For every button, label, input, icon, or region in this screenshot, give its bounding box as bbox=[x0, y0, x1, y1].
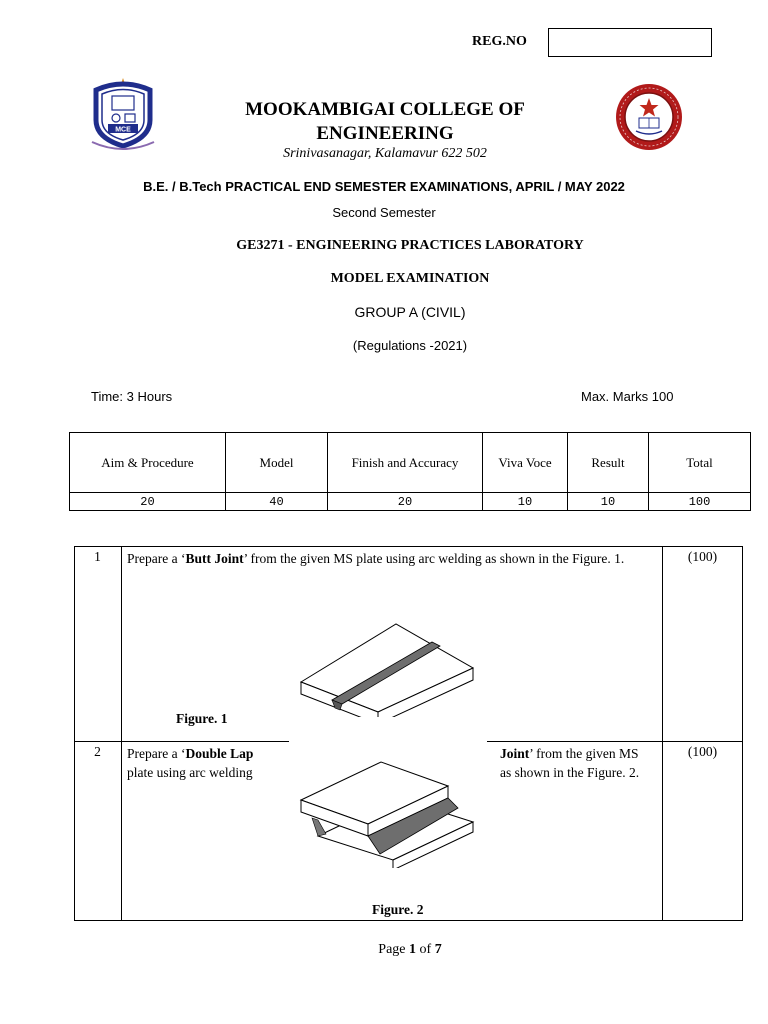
butt-joint-figure bbox=[298, 612, 478, 717]
column-divider bbox=[121, 546, 122, 921]
question-marks: (100) bbox=[687, 744, 718, 759]
row-divider bbox=[74, 741, 289, 742]
question-marks: (100) bbox=[687, 549, 718, 564]
header-aim-procedure: Aim & Procedure bbox=[70, 433, 226, 493]
double-lap-joint-figure bbox=[298, 758, 478, 868]
college-address: Srinivasanagar, Kalamavur 622 502 bbox=[283, 146, 487, 161]
value-result: 10 bbox=[568, 493, 649, 511]
header-result: Result bbox=[568, 433, 649, 493]
question-number: 1 bbox=[94, 549, 101, 564]
page-number: Page 1 of 7 bbox=[378, 942, 442, 957]
exam-type: MODEL EXAMINATION bbox=[330, 271, 490, 286]
value-finish-accuracy: 20 bbox=[328, 493, 483, 511]
question-number: 2 bbox=[94, 744, 101, 759]
question-text-right: Joint’ from the given MS as shown in the Figure. 2. bbox=[500, 746, 640, 780]
figure-caption: Figure. 1 bbox=[176, 711, 228, 726]
question-text-left: Prepare a ‘Double Lap plate using arc welding bbox=[127, 746, 254, 780]
college-seal-right bbox=[614, 82, 684, 152]
row-divider bbox=[487, 741, 743, 742]
regulations: (Regulations -2021) bbox=[352, 338, 468, 353]
regno-input-box[interactable] bbox=[548, 28, 712, 57]
header-model: Model bbox=[226, 433, 328, 493]
value-viva-voce: 10 bbox=[483, 493, 568, 511]
value-total: 100 bbox=[649, 493, 751, 511]
college-name: MOOKAMBIGAI COLLEGE OF ENGINEERING bbox=[245, 99, 525, 144]
question-text: Prepare a ‘Butt Joint’ from the given MS plate using arc welding as shown in the Figure. 1. bbox=[127, 551, 625, 566]
college-logo-left bbox=[88, 76, 158, 152]
header-finish-accuracy: Finish and Accuracy bbox=[328, 433, 483, 493]
course-title: GE3271 - ENGINEERING PRACTICES LABORATORY bbox=[236, 238, 584, 253]
logo-text: MCE bbox=[115, 126, 131, 134]
table-values-row bbox=[70, 493, 751, 511]
column-divider bbox=[662, 546, 663, 921]
value-model: 40 bbox=[226, 493, 328, 511]
marks-distribution-table bbox=[69, 432, 751, 511]
regno-label: REG.NO bbox=[472, 34, 527, 49]
exam-title: B.E. / B.Tech PRACTICAL END SEMESTER EXAMINATIONS, APRIL / MAY 2022 bbox=[143, 179, 625, 194]
table-header-row bbox=[70, 433, 751, 493]
max-marks: Max. Marks 100 bbox=[581, 389, 674, 404]
header-viva-voce: Viva Voce bbox=[483, 433, 568, 493]
figure-caption: Figure. 2 bbox=[372, 902, 424, 917]
group-title: GROUP A (CIVIL) bbox=[354, 304, 466, 320]
value-aim-procedure: 20 bbox=[70, 493, 226, 511]
semester: Second Semester bbox=[332, 205, 436, 220]
header-total: Total bbox=[649, 433, 751, 493]
exam-duration: Time: 3 Hours bbox=[91, 389, 173, 404]
